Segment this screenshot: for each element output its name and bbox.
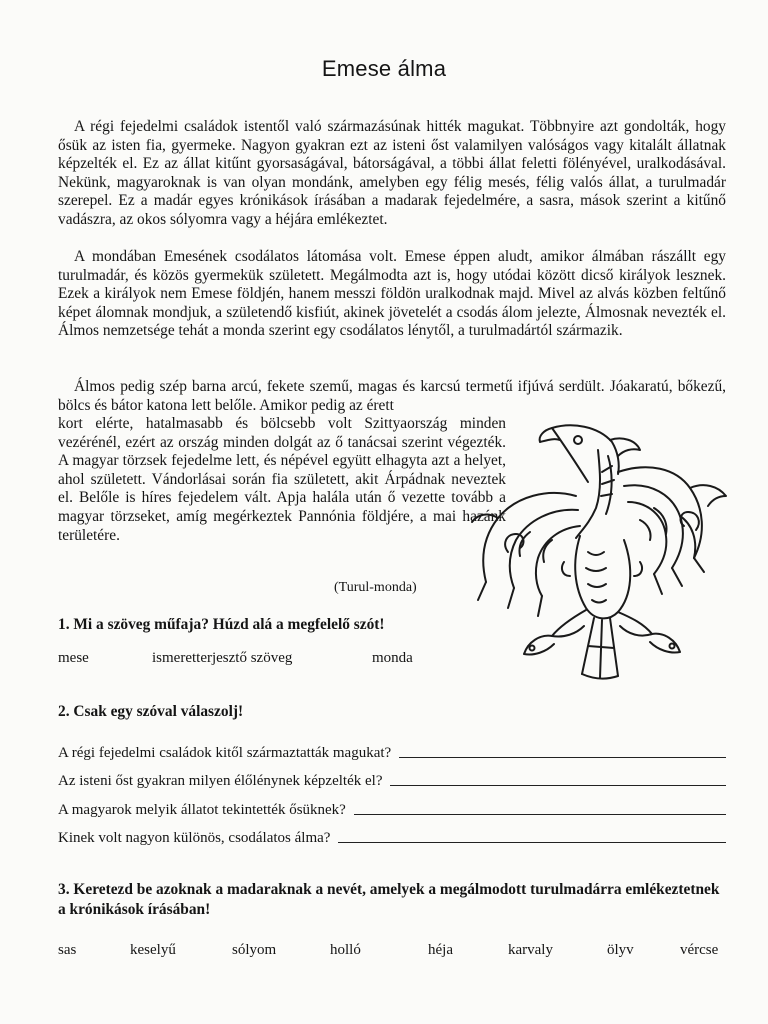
question-1-heading: 1. Mi a szöveg műfaja? Húzd alá a megfelelő szót! (58, 616, 385, 633)
q3-word-heja[interactable]: héja (428, 942, 453, 958)
q2-answer-line-2[interactable] (390, 785, 726, 786)
q2-question-2: Az isteni őst gyakran milyen élőlénynek képzelték el? (58, 773, 383, 789)
q1-option-monda[interactable]: monda (372, 650, 413, 666)
q2-item-3 (58, 799, 726, 819)
question-2-heading: 2. Csak egy szóval válaszolj! (58, 703, 244, 720)
q3-word-solyom[interactable]: sólyom (232, 942, 277, 958)
paragraph-2: A mondában Emesének csodálatos látomása volt. Emese éppen aludt, amikor álmában rászállt egy turulmadár, és közös gyermekük született. Megálmodta azt is, hogy utódai között dicső királyok lesznek. Ezek a királyok nem Emese földjén, hanem messzi földön uralkodnak majd. Mivel az alvás közben feltűnő képet álomnak mondjuk, a születendő kisfiút, akinek jövetelét a csodás álom jelezte, Álmosnak nevezték el. Álmos nemzetsége tehát a monda szerint egy csodálatos lénytől, a turulmadártól származik. (58, 248, 726, 340)
q2-item-4 (58, 827, 726, 847)
q2-answer-line-4[interactable] (338, 842, 726, 843)
q3-word-olyv[interactable]: ölyv (607, 942, 634, 958)
q2-answer-line-1[interactable] (399, 757, 726, 758)
turul-bird-icon (468, 412, 736, 684)
q2-question-4: Kinek volt nagyon különös, csodálatos álma? (58, 830, 331, 846)
q1-option-mese[interactable]: mese (58, 650, 89, 666)
paragraph-1: A régi fejedelmi családok istentől való származásúnak hitték magukat. Többnyire azt gondolták, hogy ősük az isten fia, gyermeke. Nagyon gyakran ezt az isteni őst valamilyen valóságos vagy kitalált állatnak képzelték el. Ez az állat kitűnt gyorsaságával, bátorságával, a többi állat feletti fölényével, uralkodásával. Nekünk, magyaroknak is van olyan mondánk, amelyben egy félig mesés, félig valós állat, a turulmadár szerepel. Ez a madár egyes krónikások írásában a madarak fejedelmére, a sasra, mások szerint a kitűnő vadászra, az okos sólyomra vagy a héjára emlékeztet. (58, 118, 726, 228)
q2-item-1 (58, 742, 726, 762)
paragraph-3-bottom: kort elérte, hatalmasabb és bölcsebb volt Szittyaország minden vezérénél, ezért az ország minden dolgát az ő tanácsai szerint végezték. A magyar törzsek fejedelme lett, és népével együtt elhagyta azt a helyet, ahol született. Vándorlásai során fia született, akit Árpádnak neveztek el. Belőle is híres fejedelem vált. Apja halála után ő vezette tovább a magyar törzseket, amíg megérkeztek Pannónia földjére, a mai hazánk területére. (58, 415, 506, 544)
q1-option-ismeretterjeszto[interactable]: ismeretterjesztő szöveg (152, 650, 293, 666)
paragraph-3-top: Álmos pedig szép barna arcú, fekete szemű, magas és karcsú termetű ifjúvá serdült. Jóakaratú, bőkezű, bölcs és bátor katona lett belőle. Amikor pedig az érett (58, 378, 726, 414)
q3-word-vercse[interactable]: vércse (680, 942, 719, 958)
q3-word-keselyu[interactable]: keselyű (130, 942, 176, 958)
q2-answer-line-3[interactable] (354, 814, 726, 815)
q2-question-1: A régi fejedelmi családok kitől származtatták magukat? (58, 745, 392, 761)
q2-item-2 (58, 770, 726, 790)
q3-word-sas[interactable]: sas (58, 942, 77, 958)
source-citation: (Turul-monda) (334, 580, 417, 595)
q3-word-karvaly[interactable]: karvaly (508, 942, 553, 958)
q3-word-hollo[interactable]: holló (330, 942, 361, 958)
q2-question-3: A magyarok melyik állatot tekintették ősüknek? (58, 802, 346, 818)
page-title: Emese álma (321, 56, 447, 81)
question-3-heading: 3. Keretezd be azoknak a madaraknak a nevét, amelyek a megálmodott turulmadárra emlékeztetnek a krónikások írásában! (58, 881, 720, 918)
